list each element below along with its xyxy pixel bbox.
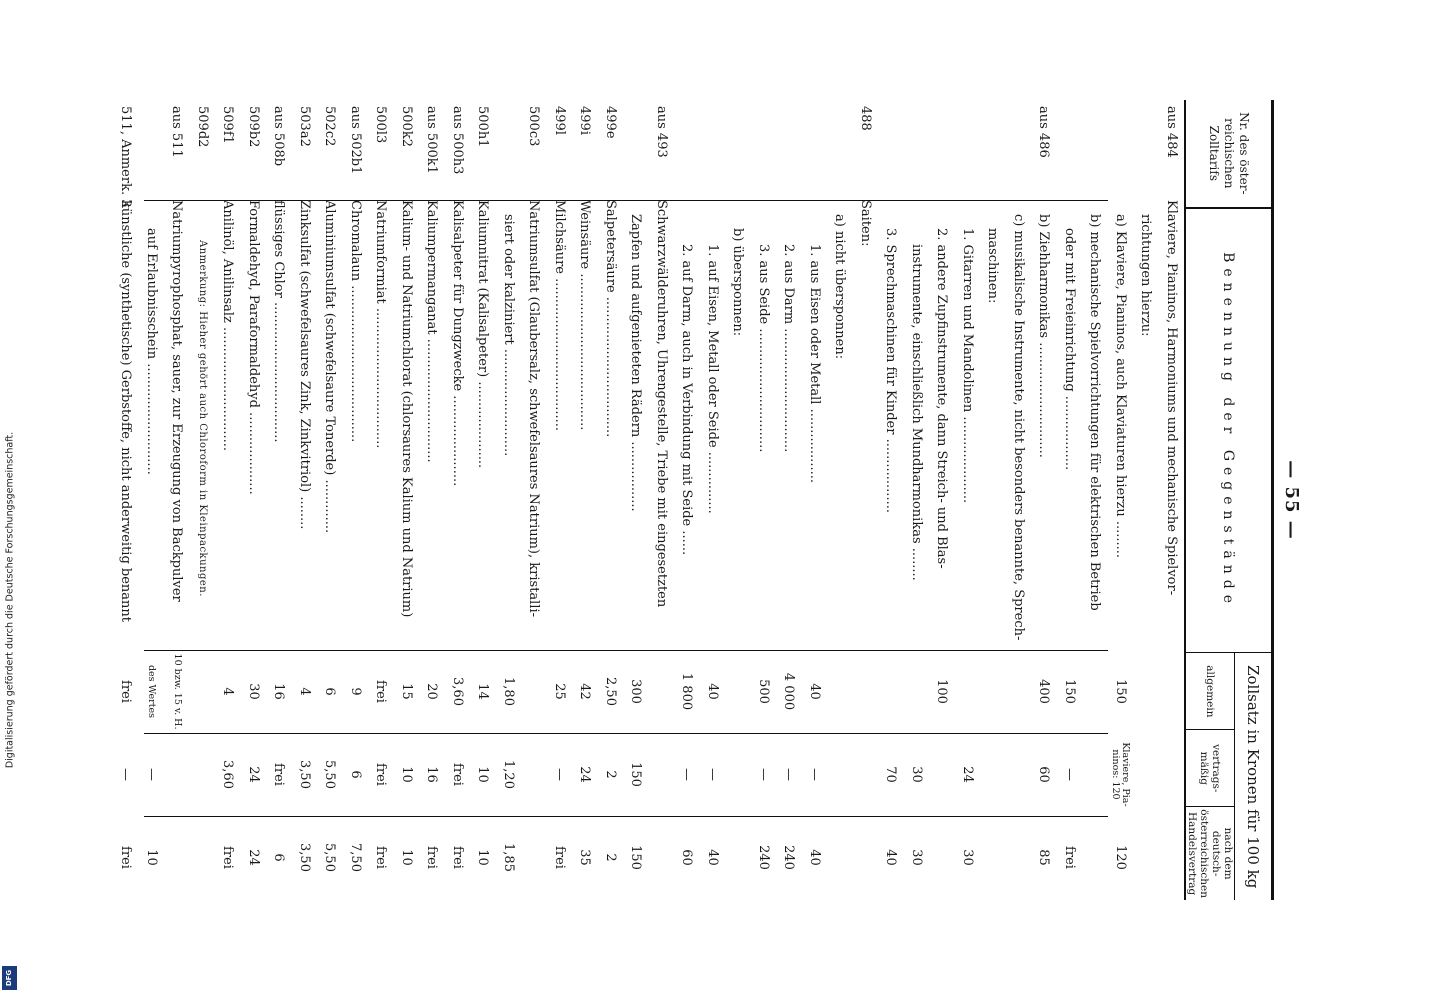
designation-cell: 1. aus Eisen oder Metall .................. [806, 244, 822, 483]
rate-treaty-cell: frei [1061, 846, 1077, 869]
rate-contractual-cell: 6 [347, 770, 363, 779]
designation-cell: instrumente, einschließlich Mundharmonikas ........ [908, 244, 924, 581]
column-rule [144, 733, 1108, 734]
rate-contractual-cell: 3,60 [220, 760, 236, 789]
table-row [776, 100, 802, 900]
rate-treaty-cell: 35 [577, 849, 593, 866]
rate-general-cell: 150 [1112, 679, 1128, 704]
designation-cell: Natriumpyrophosphat, sauer, zur Erzeugung von Backpulver [169, 200, 185, 602]
rate-contractual-cell: 70 [883, 766, 899, 783]
rate-treaty-cell: 6 [271, 853, 287, 862]
rate-contractual-cell: 1,20 [500, 760, 516, 789]
table-row [521, 100, 547, 900]
rate-general-cell: 40 [806, 683, 822, 700]
header-general: allgemein [1204, 665, 1216, 718]
rate-treaty-cell: 85 [1036, 849, 1052, 866]
rate-contractual-cell: 3,50 [296, 760, 312, 789]
rate-contractual-cell: — [118, 768, 134, 781]
rate-contractual-cell: — [755, 768, 771, 781]
designation-cell: oder mit Freieinrichtung .................. [1061, 228, 1077, 471]
designation-cell: 2. auf Darm, auch in Verbindung mit Seide ...... [679, 244, 695, 556]
table-row [190, 100, 216, 900]
tariff-number-cell: 500k2 [398, 106, 414, 147]
designation-cell: Natriumsulfat (Glaubersalz, schwefelsaures Natrium), kristalli- [526, 200, 542, 618]
designation-cell: 1. Gitarren und Mandolinen ..................... [959, 228, 975, 504]
column-rule [144, 200, 1108, 201]
rate-treaty-cell: frei [424, 846, 440, 869]
tariff-number-cell: aus 500h3 [449, 106, 465, 175]
rate-treaty-cell: 2 [602, 853, 618, 862]
tariff-number-cell: 500h1 [475, 106, 491, 148]
rate-contractual-cell: 60 [1036, 766, 1052, 783]
rate-general-cell: 500 [755, 679, 771, 704]
rate-treaty-cell: 24 [245, 849, 261, 866]
tariff-number-cell: aus 493 [653, 106, 669, 158]
table-row [827, 100, 853, 900]
designation-cell: b) mechanische Spielvorrichtungen für elektrischen Betrieb [1087, 214, 1103, 611]
rate-contractual-cell: — [143, 768, 159, 781]
table-row [215, 100, 241, 900]
table-row [139, 100, 165, 900]
table-row [853, 100, 879, 900]
designation-cell: Zinksulfat (schwefelsaures Zink, Zinkvitriol) ........ [296, 200, 312, 530]
designation-cell: Zapfen und aufgenieteten Rädern ................. [628, 214, 644, 512]
designation-cell: Kalisalpeter für Dungzwecke ...................... [449, 200, 465, 487]
rate-treaty-cell: frei [220, 846, 236, 869]
tariff-number-cell: aus 502b1 [347, 106, 363, 175]
rate-treaty-cell: 60 [679, 849, 695, 866]
designation-cell: Kaliumnitrat (Kalisalpeter) ..................... [475, 200, 491, 469]
table-row [725, 100, 751, 900]
table-row [394, 100, 420, 900]
rate-contractual-cell: 5,50 [322, 760, 338, 789]
table-row [292, 100, 318, 900]
tariff-number-cell: aus 508b [271, 106, 287, 167]
table-row [674, 100, 700, 900]
tariff-number-cell: 502c2 [322, 106, 338, 147]
designation-cell: Milchsäure ..................................... [551, 200, 567, 432]
designation-cell: 3. aus Seide .............................. [755, 244, 771, 453]
designation-cell: Anmerkung: Hieher gehört auch Chloroform in Kleinpackungen. [196, 240, 208, 597]
rate-general-cell: 1 800 [679, 672, 695, 711]
rate-general-cell: 42 [577, 683, 593, 700]
table-row [547, 100, 573, 900]
designation-cell: Chromalaun ...................................... [347, 200, 363, 443]
header-designation: Benennung der Gegenstände [1186, 209, 1271, 654]
rate-treaty-cell: 240 [755, 845, 771, 870]
rate-contractual-cell: 30 [908, 766, 924, 783]
designation-cell: Saiten: [857, 200, 873, 247]
table-row [1133, 100, 1159, 900]
designation-cell: Anilinöl, Anilinsalz .............................. [220, 200, 236, 451]
table-row [598, 100, 624, 900]
rate-treaty-cell: 240 [781, 845, 797, 870]
rate-general-cell: frei [118, 680, 134, 703]
column-rule [144, 650, 1108, 651]
table-row [496, 100, 522, 900]
rate-contractual-cell: 16 [424, 766, 440, 783]
rate-treaty-cell: 120 [1112, 845, 1128, 870]
page-number: — 55 — [1281, 460, 1302, 540]
rate-general-cell: des Wertes [146, 664, 158, 719]
table-row [802, 100, 828, 900]
column-rule [144, 816, 1108, 817]
table-row [878, 100, 904, 900]
rate-treaty-cell: 10 [143, 849, 159, 866]
designation-cell: Kaliumpermanganat .............................. [424, 200, 440, 463]
tariff-number-cell: aus 500k1 [424, 106, 440, 174]
rate-general-cell: 3,60 [449, 677, 465, 706]
designation-cell: Klaviere, Pianinos, Harmoniums und mechanische Spielvor- [1163, 200, 1179, 596]
tariff-table [118, 100, 1274, 900]
header-rates-title: Zollsatz in Kronen für 100 kg [1234, 653, 1271, 900]
table-row [241, 100, 267, 900]
rate-general-cell: 400 [1036, 679, 1052, 704]
designation-cell: 3. Sprechmaschinen für Kinder .................. [883, 228, 899, 513]
tariff-number-cell: 509b2 [245, 106, 261, 148]
rate-contractual-cell: 24 [959, 766, 975, 783]
rate-contractual-cell: frei [449, 763, 465, 786]
tariff-number-cell: 509d2 [194, 106, 210, 148]
tariff-number-cell: 500c3 [526, 106, 542, 147]
table-row [623, 100, 649, 900]
tariff-number-cell: 500l3 [373, 106, 389, 144]
tariff-number-cell: aus 484 [1163, 106, 1179, 158]
table-row [1031, 100, 1057, 900]
digitization-credit: Digitalisierung gefördert durch die Deutsche Forschungsgemeinschaft. [4, 431, 16, 769]
rate-treaty-cell: frei [118, 846, 134, 869]
rate-general-cell: 4 [220, 687, 236, 696]
rate-general-cell: 150 [1061, 679, 1077, 704]
table-row [164, 100, 190, 900]
table-row [904, 100, 930, 900]
table-row [266, 100, 292, 900]
tariff-number-cell: 499l [551, 106, 567, 135]
table-row [572, 100, 598, 900]
tariff-number-cell: 499e [602, 106, 618, 139]
table-row [929, 100, 955, 900]
table-header [1184, 100, 1271, 900]
table-row [1057, 100, 1083, 900]
rate-contractual-cell: 10 [475, 766, 491, 783]
rate-treaty-cell: 10 [475, 849, 491, 866]
designation-cell: 1. auf Eisen, Metall oder Seide ............... [704, 244, 720, 514]
designation-cell: künstliche (synthetische) Gerbstoffe, nicht anderweitig benannt [118, 200, 134, 623]
rate-contractual-cell: 24 [577, 766, 593, 783]
rate-general-cell: 16 [271, 683, 287, 700]
rate-treaty-cell: 30 [908, 849, 924, 866]
table-row [113, 100, 139, 900]
rate-treaty-cell: 10 [398, 849, 414, 866]
tariff-number-cell: 509f1 [220, 106, 236, 144]
rate-general-cell: 6 [322, 687, 338, 696]
rate-general-cell: 20 [424, 683, 440, 700]
rate-treaty-cell: 3,50 [296, 843, 312, 872]
designation-cell: Salpetersäure .................................. [602, 200, 618, 438]
rate-contractual-cell: — [704, 768, 720, 781]
table-row [1006, 100, 1032, 900]
rate-treaty-cell: frei [373, 846, 389, 869]
designation-cell: Natriumformiat .................................. [373, 200, 389, 449]
designation-cell: Aluminiumsulfat (schwefelsaure Tonerde) ............. [322, 200, 338, 534]
rate-contractual-cell: 24 [245, 766, 261, 783]
rate-general-cell: 10 bzw. 15 v. H. [171, 653, 183, 730]
rate-contractual-cell: 2 [602, 770, 618, 779]
designation-cell: b) übersponnen: [730, 228, 746, 337]
table-row [317, 100, 343, 900]
table-row [1159, 100, 1185, 900]
rate-treaty-cell: 150 [628, 845, 644, 870]
rate-general-cell: 300 [628, 679, 644, 704]
rate-general-cell: 100 [934, 679, 950, 704]
rate-contractual-cell: — [781, 768, 797, 781]
designation-cell: 2. aus Darm .............................. [781, 244, 797, 453]
dfg-logo-text: DFG [5, 969, 14, 987]
rate-contractual-cell: — [679, 768, 695, 781]
tariff-number-cell: aus 486 [1036, 106, 1052, 158]
rate-general-cell: 1,80 [500, 677, 516, 706]
designation-cell: Weinsäure ...................................... [577, 200, 593, 431]
table-row [700, 100, 726, 900]
rate-general-cell: 14 [475, 683, 491, 700]
designation-cell: b) Ziehharmonikas ............................ [1036, 214, 1052, 458]
tariff-number-cell: aus 511 [169, 106, 185, 158]
designation-cell: a) nicht übersponnen: [832, 214, 848, 360]
rate-treaty-cell: 40 [704, 849, 720, 866]
designation-cell: richtungen hierzu: [1138, 214, 1154, 337]
rate-treaty-cell: 1,85 [500, 843, 516, 872]
table-row [419, 100, 445, 900]
header-contractual: vertragsmäßig [1186, 729, 1234, 806]
rate-contractual-cell: 150 [628, 762, 644, 787]
table-body [113, 100, 1184, 900]
table-row [445, 100, 471, 900]
designation-cell: 2. andere Zupfinstrumente, dann Streich- und Blas- [934, 228, 950, 569]
tariff-number-cell: 503a2 [296, 106, 312, 147]
header-treaty: nach dem deutsch-österreichischen Handelsvertrag [1186, 806, 1234, 900]
rate-contractual-cell: — [551, 768, 567, 781]
designation-cell: c) musikalische Instrumente, nicht besonders benannte, Sprech- [1010, 214, 1026, 641]
table-row [980, 100, 1006, 900]
rate-contractual-cell: — [806, 768, 822, 781]
designation-cell: siert oder kalziniert .......................... [500, 214, 516, 457]
rate-contractual-cell: Klaviere, Pianinos: 120 [1110, 742, 1132, 807]
rate-treaty-cell: 30 [959, 849, 975, 866]
rate-general-cell: 4 000 [781, 672, 797, 711]
rate-treaty-cell: 40 [806, 849, 822, 866]
rate-general-cell: 2,50 [602, 677, 618, 706]
header-rates-subcolumns [1186, 653, 1234, 900]
rate-general-cell: 4 [296, 687, 312, 696]
table-row [368, 100, 394, 900]
table-row [1082, 100, 1108, 900]
designation-cell: maschinen: [985, 228, 1001, 304]
header-rates [1186, 653, 1271, 900]
rate-treaty-cell: frei [449, 846, 465, 869]
rotated-document-page [118, 100, 1310, 900]
rate-treaty-cell: frei [551, 846, 567, 869]
rate-contractual-cell: 10 [398, 766, 414, 783]
designation-cell: Schwarzwälderuhren, Uhrengestelle, Triebe mit eingesetzten [653, 200, 669, 608]
tariff-number-cell: 488 [857, 106, 873, 131]
rate-treaty-cell: 7,50 [347, 843, 363, 872]
table-row [649, 100, 675, 900]
rate-treaty-cell: 40 [883, 849, 899, 866]
rate-treaty-cell: 5,50 [322, 843, 338, 872]
designation-cell: Formaldehyd, Paraformaldehyd .................... [245, 200, 261, 495]
rate-general-cell: 40 [704, 683, 720, 700]
designation-cell: a) Klaviere, Pianinos, auch Klaviaturen hierzu ......... [1112, 214, 1128, 559]
rate-contractual-cell: — [1061, 768, 1077, 781]
rate-general-cell: 9 [347, 687, 363, 696]
rate-contractual-cell: frei [373, 763, 389, 786]
designation-cell: flüssiges Chlor .................................. [271, 200, 287, 443]
table-row [955, 100, 981, 900]
rate-general-cell: 30 [245, 683, 261, 700]
rate-general-cell: 15 [398, 683, 414, 700]
tariff-number-cell: 499i [577, 106, 593, 135]
rate-contractual-cell: frei [271, 763, 287, 786]
table-row [343, 100, 369, 900]
rate-general-cell: frei [373, 680, 389, 703]
rate-general-cell: 25 [551, 683, 567, 700]
header-tariff-number: Nr. des österreichischen Zolltarifs [1186, 100, 1271, 209]
designation-cell: auf Erlaubnisschein ........................... [143, 228, 159, 475]
designation-cell: Kalium- und Natriumchlorat (chlorsaures Kalium und Natrium) [398, 200, 414, 618]
table-row [1108, 100, 1134, 900]
table-row [470, 100, 496, 900]
table-row [751, 100, 777, 900]
tariff-number-cell: 511, Anmerk. 3 [118, 106, 134, 208]
